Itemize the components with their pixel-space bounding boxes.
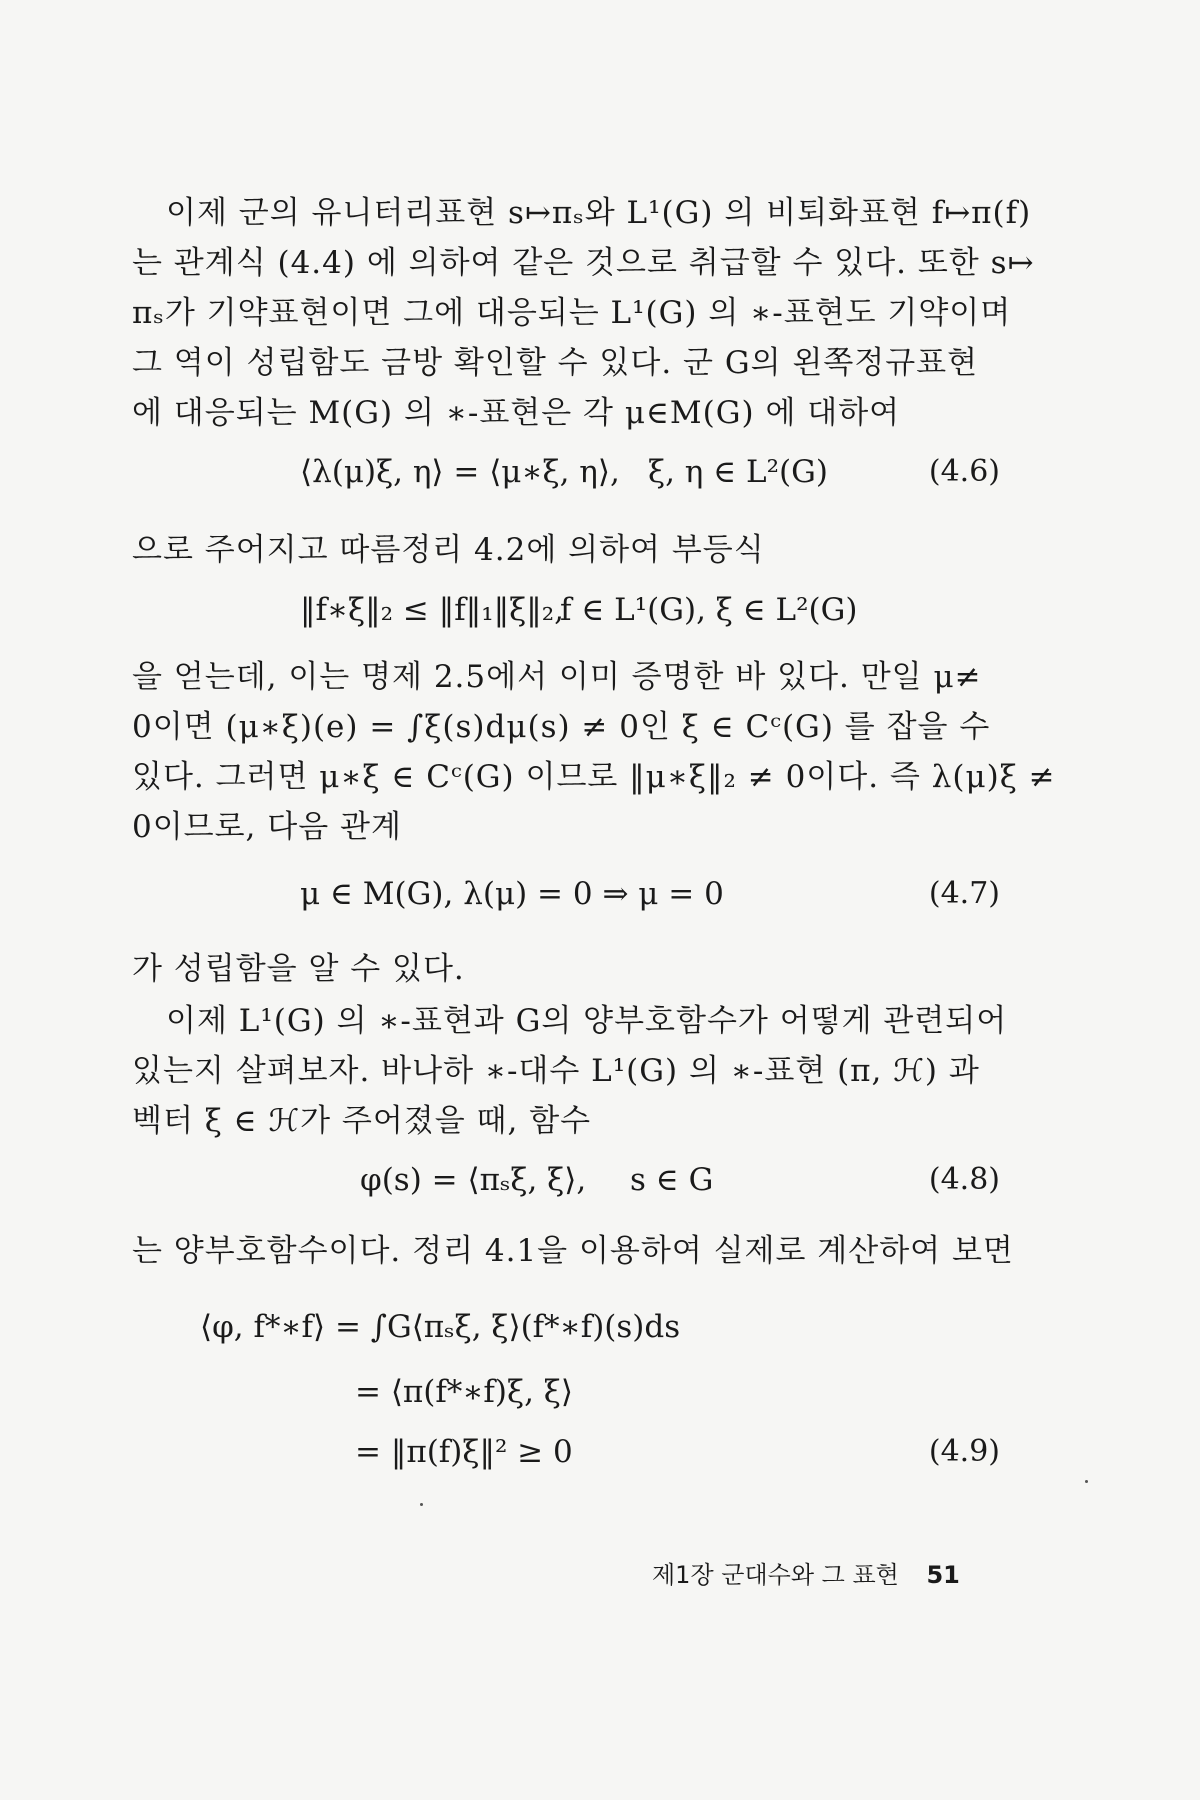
equation-4-9-line-1: ⟨φ, f*∗f⟩ = ∫G⟨πₛξ, ξ⟩(f*∗f)(s)ds — [200, 1309, 681, 1345]
inequality-formula: ‖f∗ξ‖₂ ≤ ‖f‖₁‖ξ‖₂, — [300, 592, 564, 628]
equation-4-6-condition: ξ, η ∈ L²(G) — [648, 454, 828, 490]
print-speck — [1085, 1480, 1088, 1483]
paragraph-2 — [132, 525, 1012, 575]
print-speck — [420, 1503, 423, 1506]
paragraph-4 — [132, 944, 1012, 994]
text-line: 있는지 살펴보자. 바나하 ∗-대수 L¹(G) 의 ∗-표현 (π, ℋ) 과 — [132, 1053, 980, 1089]
equation-4-7-formula: μ ∈ M(G), λ(μ) = 0 ⇒ μ = 0 — [300, 876, 724, 912]
equation-4-6-formula: ⟨λ(μ)ξ, η⟩ = ⟨μ∗ξ, η⟩, — [300, 454, 620, 490]
text-line: 을 얻는데, 이는 명제 2.5에서 이미 증명한 바 있다. 만일 μ≠ — [132, 659, 982, 695]
text-line: 이제 군의 유니터리표현 s↦πₛ와 L¹(G) 의 비퇴화표현 f↦π(f) — [166, 195, 1032, 231]
text-line: πₛ가 기약표현이면 그에 대응되는 L¹(G) 의 ∗-표현도 기약이며 — [132, 295, 1012, 331]
text-line: 에 대응되는 M(G) 의 ∗-표현은 각 μ∈M(G) 에 대하여 — [132, 395, 901, 431]
text-line: 그 역이 성립함도 금방 확인할 수 있다. 군 G의 왼쪽정규표현 — [132, 345, 979, 381]
text-line: 이제 L¹(G) 의 ∗-표현과 G의 양부호함수가 어떻게 관련되어 — [166, 1003, 1008, 1039]
equation-number-4-6: (4.6) — [928, 454, 1000, 489]
text-line: 는 관계식 (4.4) 에 의하여 같은 것으로 취급할 수 있다. 또한 s↦ — [132, 245, 1035, 281]
text-line: 는 양부호함수이다. 정리 4.1을 이용하여 실제로 계산하여 보면 — [132, 1233, 1014, 1269]
text-line: 가 성립함을 알 수 있다. — [132, 951, 465, 987]
equation-4-9-line-2: = ⟨π(f*∗f)ξ, ξ⟩ — [355, 1374, 573, 1410]
text-line: 0이면 (μ∗ξ)(e) = ∫ξ(s)dμ(s) ≠ 0인 ξ ∈ Cᶜ(G) 를 잡을 수 — [132, 709, 991, 745]
paragraph-5 — [132, 996, 1012, 1146]
inequality-condition: f ∈ L¹(G), ξ ∈ L²(G) — [560, 592, 858, 628]
text-line: 0이므로, 다음 관계 — [132, 809, 402, 845]
text-line: 으로 주어지고 따름정리 4.2에 의하여 부등식 — [132, 532, 765, 568]
equation-4-8-formula: φ(s) = ⟨πₛξ, ξ⟩, — [360, 1162, 587, 1198]
equation-4-9-line-3: = ‖π(f)ξ‖² ≥ 0 — [355, 1434, 573, 1470]
text-line: 벡터 ξ ∈ ℋ가 주어졌을 때, 함수 — [132, 1103, 592, 1139]
paragraph-3 — [132, 652, 1056, 852]
equation-number-4-9: (4.9) — [928, 1434, 1000, 1469]
chapter-title: 제1장 군대수와 그 표현 — [652, 1561, 899, 1589]
paragraph-6 — [132, 1226, 1012, 1276]
paragraph-1 — [132, 188, 1035, 438]
equation-4-8-condition: s ∈ G — [630, 1162, 714, 1198]
text-line: 있다. 그러면 μ∗ξ ∈ Cᶜ(G) 이므로 ‖μ∗ξ‖₂ ≠ 0이다. 즉 λ(μ)ξ ≠ — [132, 759, 1056, 795]
page-number: 51 — [926, 1561, 960, 1589]
running-footer — [652, 1555, 960, 1590]
equation-number-4-7: (4.7) — [928, 876, 1000, 911]
equation-number-4-8: (4.8) — [928, 1162, 1000, 1197]
